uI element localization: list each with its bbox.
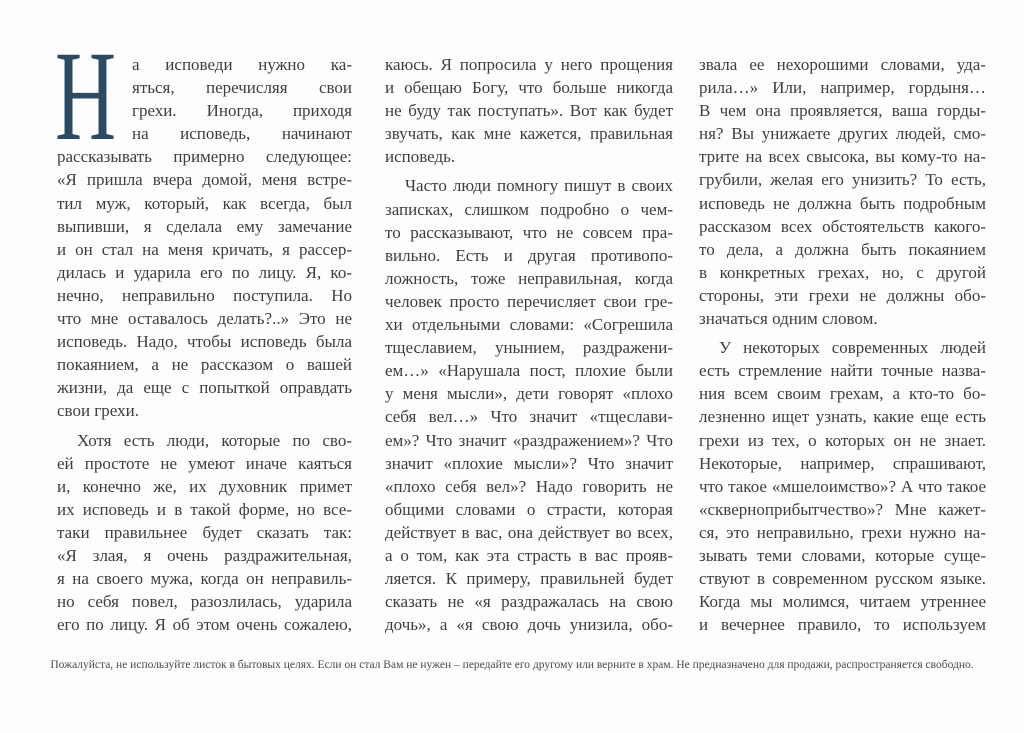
text-line: У некоторых современных людей xyxy=(719,338,986,358)
text-line: рила…» Или, например, гордыня… xyxy=(699,78,986,98)
text-line: ня? Вы унижаете других людей, смо- xyxy=(699,124,986,144)
text-line: таки правильнее будет сказать так: xyxy=(57,522,352,542)
text-line: значит «плохие мысли»? Что значит xyxy=(385,453,673,473)
paragraph xyxy=(699,336,986,636)
text-line: и он стал на меня кричать, я рассер- xyxy=(57,239,352,259)
text-line: их исповедь и в такой форме, но все- xyxy=(57,499,352,519)
text-line: грехи из тех, о которых он не знает. xyxy=(699,430,986,450)
text-line: Часто люди помногу пишут в своих xyxy=(405,176,673,196)
text-line: покаянием, а не рассказом о вашей xyxy=(57,355,352,375)
text-line: дилась и ударила его по лицу. Я, ко- xyxy=(57,262,352,282)
text-line: дочь», а «я свою дочь унизила, обо- xyxy=(385,615,673,635)
text-line: «Я пришла вчера домой, меня встре- xyxy=(57,170,352,190)
text-line: есть стремление найти точные назва- xyxy=(699,361,986,381)
text-line: ем»? Что значит «раздражением»? Что xyxy=(385,430,673,450)
text-line: на исповедь, начинают xyxy=(132,124,352,144)
text-line: ложность, тоже неправильная, когда xyxy=(385,268,673,288)
text-line: у меня мысли», дети говорят «плохо xyxy=(385,384,673,404)
text-line: «Я злая, я очень раздражительная, xyxy=(57,545,352,565)
text-line: и обещаю Богу, что больше никогда xyxy=(385,78,673,98)
text-line: зывать теми словами, которые суще- xyxy=(699,545,986,565)
text-line: нечно, неправильно поступила. Но xyxy=(57,285,352,305)
text-line: ей простоте не умеют иначе каяться xyxy=(57,453,352,473)
paragraph xyxy=(55,25,352,423)
text-line: ем…» «Нарушала пост, плохие были xyxy=(385,361,673,381)
text-line: не буду так поступать». Вот как будет xyxy=(385,101,673,121)
text-line: записках, слишком подробно о чем- xyxy=(385,199,673,219)
text-line: сказать не «я раздражалась на свою xyxy=(385,592,673,612)
text-line: что такое «мшелоимство»? А что такое xyxy=(699,476,986,496)
text-line: исповедь. xyxy=(385,147,456,167)
text-line: исповедь. Надо, чтобы исповедь была xyxy=(57,332,352,352)
text-line: и, конечно же, их духовник примет xyxy=(57,476,352,496)
text-line: тил муж, который, как всегда, был xyxy=(57,193,352,213)
paragraph xyxy=(699,53,986,330)
footer-note: Пожалуйста, не используйте листок в бытовых целях. Если он стал Вам не нужен – передайте его другому или верните в храм. Не предназначено для продажи, распространяется свободно. xyxy=(50,659,974,671)
text-line: ся, это неправильно, грехи нужно на- xyxy=(699,522,986,542)
text-line: Когда мы молимся, читаем утреннее xyxy=(699,592,986,612)
text-column-1 xyxy=(55,25,352,636)
text-line: что мне оставалось делать?..» Это не xyxy=(57,309,352,329)
text-line: яться, перечисляя свои xyxy=(132,78,352,98)
text-line: исповедь не должна быть подробным xyxy=(699,193,986,213)
paragraph xyxy=(57,429,352,637)
text-line: тщеславием, унынием, раздражени- xyxy=(385,338,673,358)
text-line: ствуют в современном русском языке. xyxy=(699,569,986,589)
text-line: грубили, желая его унизить? То есть, xyxy=(699,170,986,190)
text-line: то рассказывают, что не совсем пра- xyxy=(385,222,673,242)
text-line: себя вел…» Что значит «тщеслави- xyxy=(385,407,673,427)
text-line: свои грехи. xyxy=(57,401,139,421)
text-line: грехи. Иногда, приходя xyxy=(132,101,352,121)
text-line: «плохо себя вел»? Надо говорить не xyxy=(385,476,673,496)
text-line: рассказом всех обстоятельств какого- xyxy=(699,216,986,236)
text-line: ляется. К примеру, правильней будет xyxy=(385,569,673,589)
text-line: я на своего мужа, когда он неправиль- xyxy=(57,569,352,589)
text-line: выпивши, я сделала ему замечание xyxy=(57,216,352,236)
text-line: трите на всех свысока, вы кому-то на- xyxy=(699,147,986,167)
text-line: хи отдельными словами: «Согрешила xyxy=(385,315,673,335)
text-line: и вечернее правило, то используем xyxy=(699,615,986,635)
text-line: каюсь. Я попросила у него прощения xyxy=(385,55,673,74)
text-line: «скверноприбытчество»? Мне кажет- xyxy=(699,499,986,519)
text-line: лезненно ищет узнать, какие еще есть xyxy=(699,407,986,427)
text-line: действует в вас, она действует во всех, xyxy=(385,522,673,542)
text-line: ния всем своим грехам, а кто-то бо- xyxy=(699,384,986,404)
drop-cap-letter: Н xyxy=(55,25,117,167)
text-column-2 xyxy=(385,53,673,636)
text-line: звала ее нехорошими словами, уда- xyxy=(699,55,986,74)
text-line: жизни, да еще с попыткой оправдать xyxy=(57,378,352,398)
paragraph xyxy=(385,174,673,636)
text-line: В чем она проявляется, ваша горды- xyxy=(699,101,986,121)
text-line: рассказывать примерно следующее: xyxy=(57,147,352,167)
paragraph xyxy=(385,53,673,168)
text-line: в конкретных грехах, но, с другой xyxy=(699,262,986,282)
text-line: то дела, а должна быть покаянием xyxy=(699,239,986,259)
text-line: Хотя есть люди, которые по сво- xyxy=(77,430,352,450)
text-line: стороны, эти грехи не должны обо- xyxy=(699,285,986,305)
text-line: общими словами о страсти, которая xyxy=(385,499,673,519)
text-line: человек просто перечисляет свои гре- xyxy=(385,291,673,311)
text-line: вильно. Есть и другая противопо- xyxy=(385,245,673,265)
text-line: значаться одним словом. xyxy=(699,309,878,329)
text-line: но себя повел, разозлилась, ударила xyxy=(57,592,352,612)
text-line: Некоторые, например, спрашивают, xyxy=(699,453,986,473)
text-line: его по лицу. Я об этом очень сожалею, xyxy=(57,615,352,635)
text-columns xyxy=(55,25,986,636)
text-line: звучать, как мне кажется, правильная xyxy=(385,124,673,144)
text-line: а исповеди нужно ка- xyxy=(132,55,352,74)
text-line: а о том, как эта страсть в вас прояв- xyxy=(385,545,673,565)
text-column-3 xyxy=(699,53,986,636)
